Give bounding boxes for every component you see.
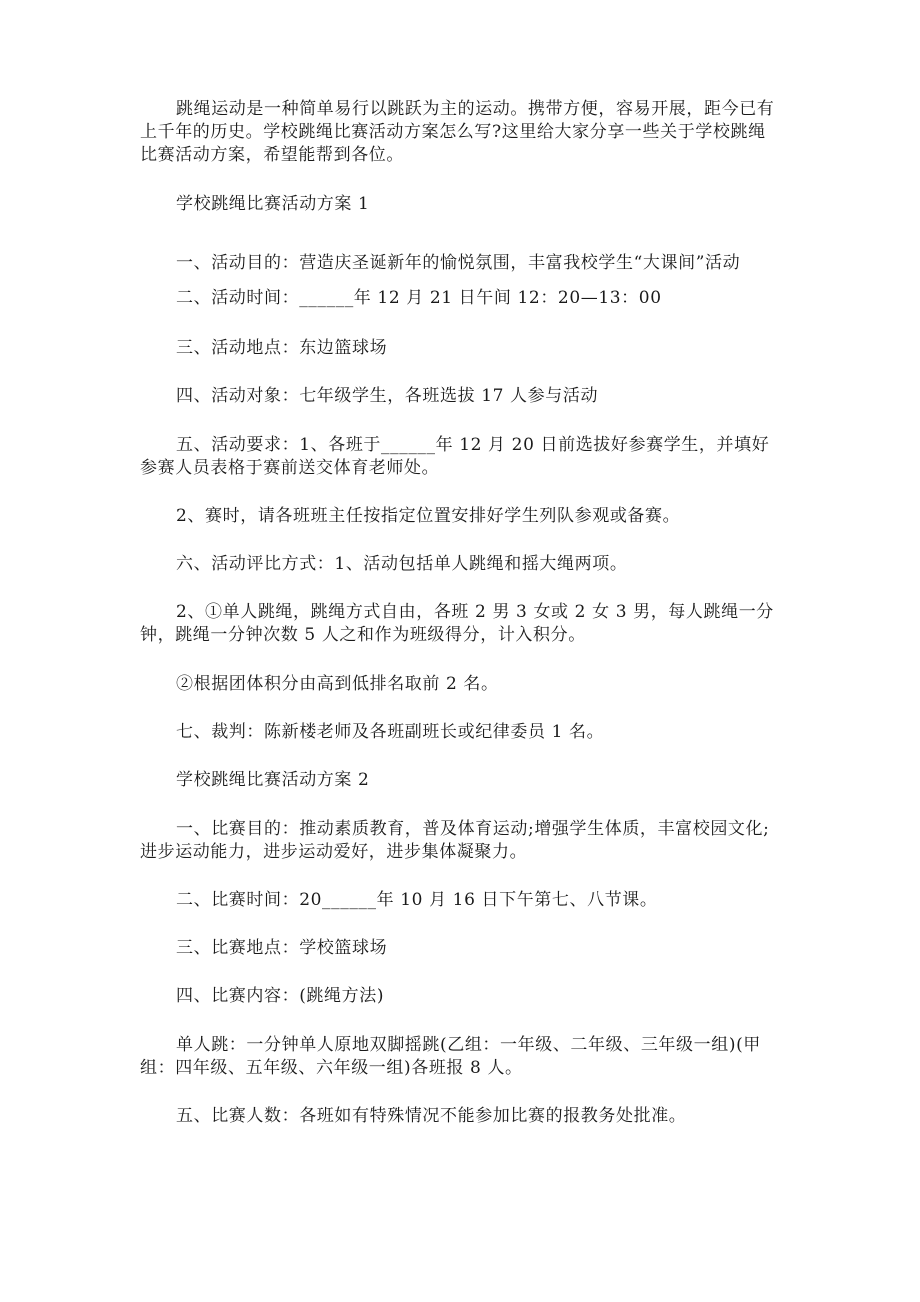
plan1-item-requirements-2: 2、赛时，请各班班主任按指定位置安排好学生列队参观或备赛。 [176, 506, 681, 526]
plan2-title: 学校跳绳比赛活动方案 2 [176, 770, 370, 790]
plan1-item-ranking: ②根据团体积分由高到低排名取前 2 名。 [176, 674, 499, 694]
plan1-item-scoring: 六、活动评比方式：1、活动包括单人跳绳和摇大绳两项。 [176, 554, 628, 574]
plan1-item-scoring-2: 2、①单人跳绳，跳绳方式自由，各班 2 男 3 女或 2 女 3 男，每人跳绳一分钟，跳绳一分钟次数 5 人之和作为班级得分，计入积分。 [140, 602, 774, 645]
plan1-item-participants: 四、活动对象：七年级学生，各班选拔 17 人参与活动 [176, 386, 599, 406]
plan2-item-location: 三、比赛地点：学校篮球场 [176, 938, 388, 958]
plan1-title: 学校跳绳比赛活动方案 1 [176, 194, 370, 214]
plan1-item-time: 二、活动时间：______年 12 月 21 日午间 12：20—13：00 [176, 288, 662, 308]
plan1-item-location: 三、活动地点：东边篮球场 [176, 338, 388, 358]
plan1-item-requirements: 五、活动要求：1、各班于______年 12 月 20 日前选拔好参赛学生，并填好参赛人员表格于赛前送交体育老师处。 [140, 435, 770, 478]
plan1-item-judges: 七、裁判：陈新楼老师及各班副班长或纪律委员 1 名。 [176, 722, 605, 742]
plan1-item-purpose: 一、活动目的：营造庆圣诞新年的愉悦氛围，丰富我校学生“大课间”活动 [176, 253, 741, 273]
plan2-item-time: 二、比赛时间：20______年 10 月 16 日下午第七、八节课。 [176, 890, 658, 910]
plan2-item-single-jump: 单人跳：一分钟单人原地双脚摇跳(乙组：一年级、二年级、三年级一组)(甲组：四年级、五年级、六年级一组)各班报 8 人。 [140, 1035, 761, 1078]
plan2-item-content: 四、比赛内容：(跳绳方法) [176, 986, 385, 1006]
intro-paragraph: 跳绳运动是一种简单易行以跳跃为主的运动。携带方便，容易开展，距今已有上千年的历史。学校跳绳比赛活动方案怎么写?这里给大家分享一些关于学校跳绳比赛活动方案，希望能帮到各位。 [140, 99, 775, 165]
plan2-item-headcount: 五、比赛人数：各班如有特殊情况不能参加比赛的报教务处批准。 [176, 1106, 687, 1126]
plan2-item-purpose: 一、比赛目的：推动素质教育，普及体育运动;增强学生体质，丰富校园文化;进步运动能力，进步运动爱好，进步集体凝聚力。 [140, 819, 770, 862]
